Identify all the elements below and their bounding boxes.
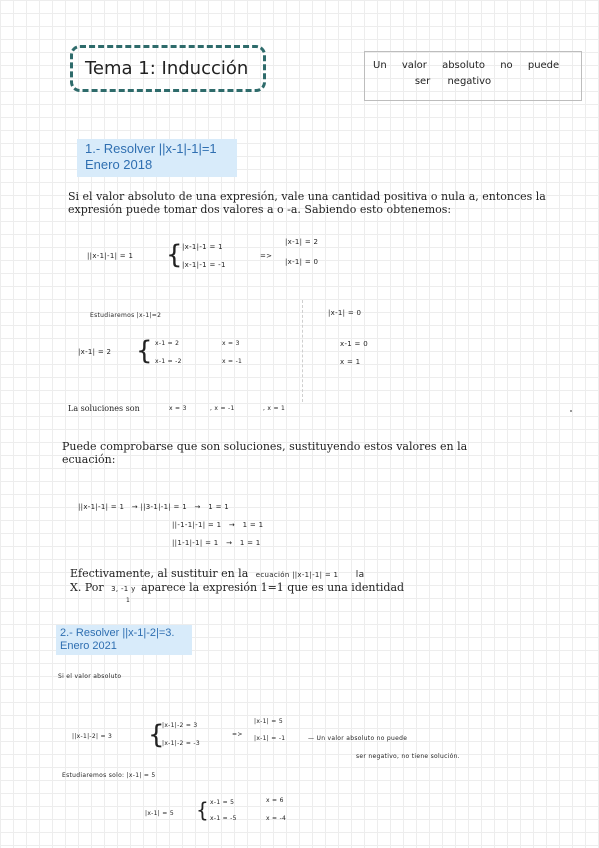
estudiaremos-2: Estudiaremos solo: |x-1| = 5	[62, 772, 156, 779]
abs5-case2: x-1 = -5	[210, 815, 237, 822]
eq2-case1: |x-1|-2 = 3	[162, 722, 198, 729]
check-line2: ecuación:	[62, 453, 116, 466]
note-line-2: ser negativo	[414, 76, 492, 87]
section2-heading-line1: 2.- Resolver ||x-1|-2|=3.	[60, 627, 175, 639]
eq1-case2: |x-1|-1 = -1	[182, 261, 226, 269]
section1-intro	[68, 190, 588, 216]
effective-text-f: aparece la expresión 1=1 que es una identidad	[141, 581, 405, 594]
abs0-res: x = 1	[340, 358, 361, 366]
eq2-note-line1: — Un valor absoluto no puede	[308, 735, 408, 742]
abs2-res2: x = -1	[222, 358, 243, 365]
abs5-res1: x = 6	[266, 797, 284, 804]
abs0-step: x-1 = 0	[340, 340, 368, 348]
effective-line2	[70, 581, 404, 596]
eq2-arrow: =>	[232, 731, 243, 738]
eq1-case1: |x-1|-1 = 1	[182, 243, 223, 251]
section1-heading	[77, 139, 237, 177]
section2-intro: Si el valor absoluto	[58, 673, 122, 680]
effective-text-a: Efectivamente, al sustituir en la	[70, 567, 249, 580]
section2-heading	[56, 625, 192, 655]
effective-text-e: 3, -1 y	[111, 585, 136, 593]
effective-text-b: ecuación ||x-1|-1| = 1	[255, 571, 339, 579]
abs5-res2: x = -4	[266, 815, 287, 822]
section1-intro-line2: expresión puede tomar dos valores a o -a. Sabiendo esto obtenemos:	[68, 203, 452, 216]
check-eq-3: ||1-1|-1| = 1 → 1 = 1	[172, 539, 261, 547]
stray-dot	[570, 410, 572, 412]
soluciones-label: La soluciones son	[68, 404, 140, 413]
effective-line1	[70, 567, 364, 582]
abs2-case2: x-1 = -2	[155, 358, 182, 365]
eq2-res2: |x-1| = -1	[254, 735, 286, 742]
eq1-brace: {	[166, 240, 183, 270]
abs2-left: |x-1| = 2	[78, 348, 112, 356]
abs5-left: |x-1| = 5	[145, 810, 174, 817]
eq2-note-line2: ser negativo, no tiene solución.	[356, 753, 460, 760]
solution-2: , x = -1	[210, 405, 235, 412]
section1-heading-line2: Enero 2018	[85, 157, 153, 172]
solution-3: , x = 1	[263, 405, 286, 412]
eq2-brace: {	[148, 720, 165, 750]
page-title	[70, 45, 266, 92]
effective-text-c: la	[355, 570, 365, 580]
effective-line3: 1	[126, 597, 131, 604]
eq1-left: ||x-1|-1| = 1	[87, 252, 134, 260]
eq2-left: ||x-1|-2| = 3	[72, 733, 113, 740]
eq2-res1: |x-1| = 5	[254, 718, 283, 725]
section2-heading-line2: Enero 2021	[60, 640, 117, 652]
estudiaremos-1: Estudiaremos |x-1|=2	[90, 312, 162, 319]
abs5-brace: {	[196, 798, 209, 822]
divider-line	[302, 300, 303, 402]
effective-text-d: X. Por	[70, 581, 104, 594]
check-eq-2: ||-1-1|-1| = 1 → 1 = 1	[172, 521, 264, 529]
abs0-title: |x-1| = 0	[328, 309, 362, 317]
check-eq-1: ||x-1|-1| = 1 → ||3-1|-1| = 1 → 1 = 1	[78, 503, 230, 511]
abs2-res1: x = 3	[222, 340, 240, 347]
note-box	[364, 51, 582, 101]
page-title-text: Tema 1: Inducción	[85, 58, 249, 79]
abs2-case1: x-1 = 2	[155, 340, 180, 347]
check-line1: Puede comprobarse que son soluciones, sustituyendo estos valores en la	[62, 440, 468, 453]
section1-intro-line1: Si el valor absoluto de una expresión, vale una cantidad positiva o nula a, entonces la	[68, 190, 546, 203]
eq1-res1: |x-1| = 2	[285, 238, 319, 246]
eq1-arrow: =>	[260, 252, 273, 260]
eq1-res2: |x-1| = 0	[285, 258, 319, 266]
abs5-case1: x-1 = 5	[210, 799, 235, 806]
check-paragraph	[62, 440, 542, 466]
abs2-brace: {	[136, 336, 153, 366]
solution-1: x = 3	[169, 405, 187, 412]
eq2-case2: |x-1|-2 = -3	[162, 740, 200, 747]
section1-heading-line1: 1.- Resolver ||x-1|-1|=1	[85, 141, 217, 156]
note-line-1: Un valor absoluto no puede	[373, 60, 560, 71]
